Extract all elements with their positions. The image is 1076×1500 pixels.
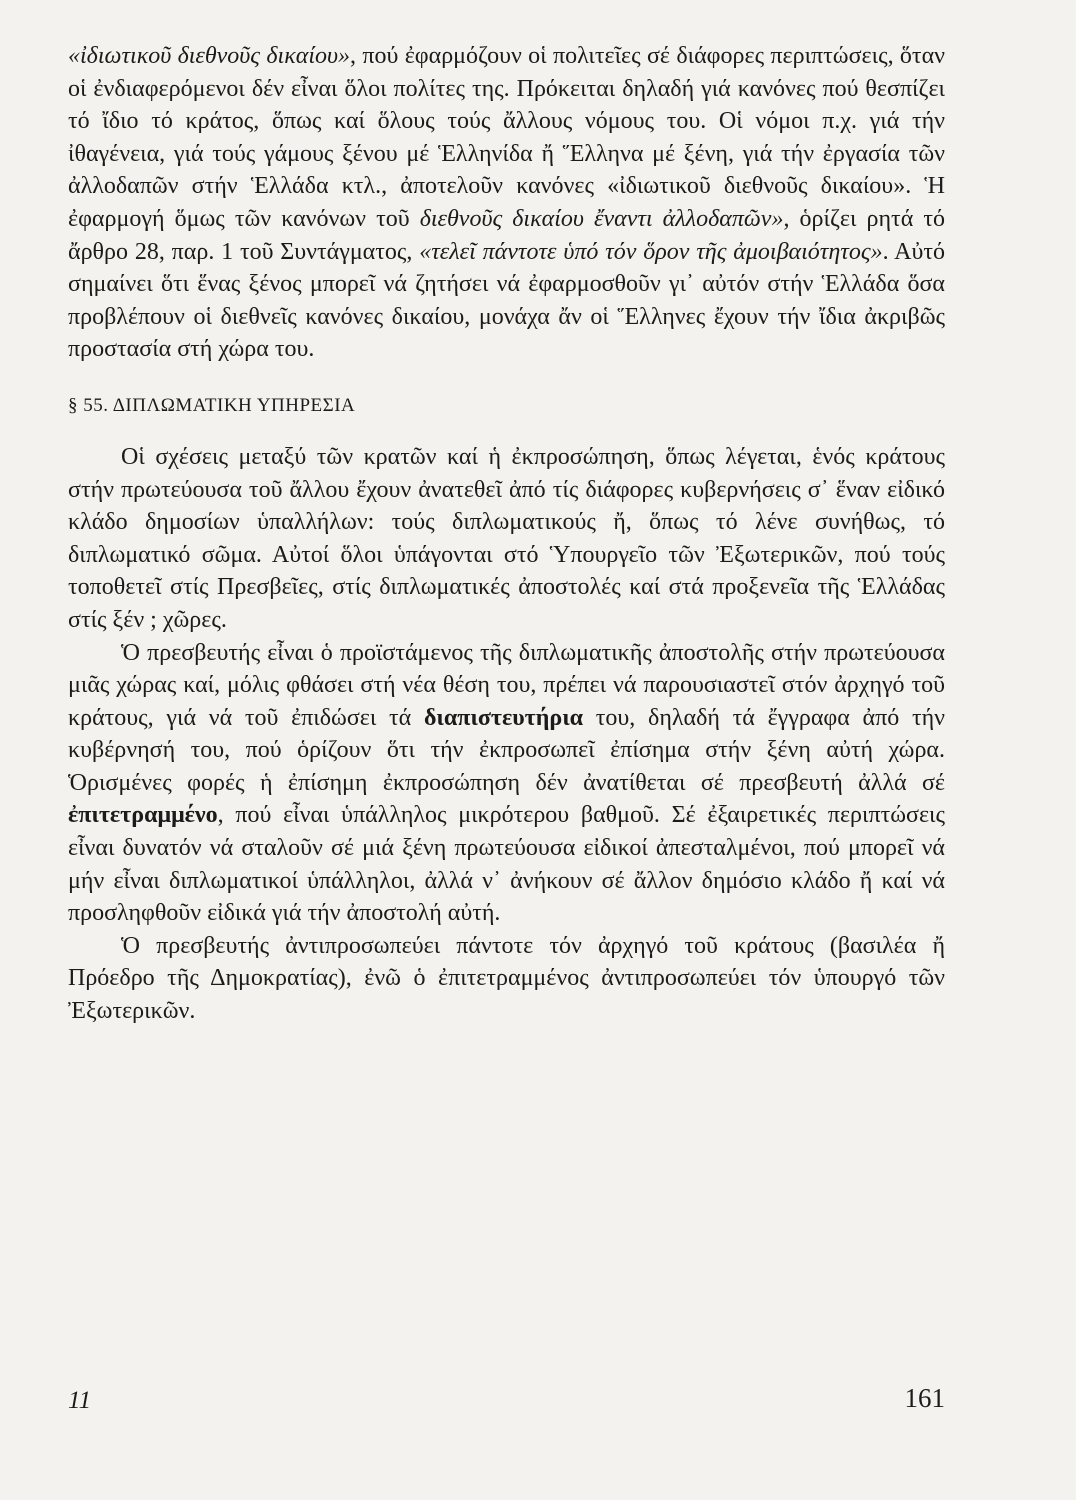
section-heading: § 55. ΔΙΠΛΩΜΑΤΙΚΗ ΥΠΗΡΕΣΙΑ	[68, 394, 356, 416]
section-body	[68, 441, 945, 1028]
p2-text-e: , πού εἶναι ὑπάλληλος μικρότερου βαθμοῦ. Σέ ἐξαιρετικές περιπτώσεις εἶναι δυνατόν νά σταλοῦν σέ μιά ξένη πρωτεύουσα εἰδικοί ἀπεσταλμένοι, πού μπορεῖ νά μήν εἶναι διπλωματικοί ὑπάλληλοι, ἀλλά ν᾿ ἀνήκουν σέ ἄλλον δημόσιο κλάδο ἤ καί νά προσληφθοῦν εἰδικά γιά τήν ἀποστολή αὐτή.	[68, 802, 945, 927]
section-paragraph-2	[68, 637, 945, 930]
intro-italic-2: διεθνοῦς δικαίου ἔναντι ἀλλοδαπῶν»	[419, 205, 784, 232]
signature-mark: 11	[68, 1387, 92, 1414]
intro-text	[68, 40, 945, 366]
page-text	[68, 40, 945, 1028]
intro-italic-3: «τελεῖ πάντοτε ὑπό τόν ὅρον τῆς ἀμοιβαιότητος»	[419, 238, 883, 265]
intro-text-4: , ὁρίζει ρητά τό ἄρθρο 28, παρ. 1 τοῦ Συντάγματος,	[68, 205, 945, 265]
intro-text-2: , πού ἐφαρμόζουν οἱ πολιτεῖες σέ διάφορες περιπτώσεις, ὅταν οἱ ἐνδιαφερόμενοι δέν εἶναι ὅλοι πολίτες της. Πρόκειται δηλαδή γιά κανόνες πού θεσπίζει τό ἴδιο τό κράτος, ὅπως καί ὅλους τούς ἄλλους νόμους του. Οἱ νόμοι π.χ. γιά τήν ἰθαγένεια, γιά τούς γάμους ξένου μέ Ἑλληνίδα ἤ Ἕλληνα μέ ξένη, γιά τήν ἐργασία τῶν ἀλλοδαπῶν στήν Ἑλλάδα κτλ., ἀποτελοῦν κανόνες «ἰδιωτικοῦ διεθνοῦς δικαίου». Ἡ ἐφαρμογή ὅμως τῶν κανόνων τοῦ	[68, 43, 945, 232]
p2-text-c: του, δηλαδή τά ἔγγραφα ἀπό τήν κυβέρνησή του, πού ὁρίζουν ὅτι τήν ἐκπροσωπεῖ ἐπίσημα στήν ξένη αὐτή χώρα. Ὁρισμένες φορές ἡ ἐπίσημη ἐκπροσώπηση δέν ἀνατίθεται σέ πρεσβευτή ἀλλά σέ	[68, 704, 945, 796]
intro-italic-1: «ἰδιωτικοῦ διεθνοῦς δικαίου»	[68, 43, 351, 69]
bold-term-epitetrammenos: ἐπιτετραμμένο	[68, 802, 218, 829]
bold-term-diapisteftiria: διαπιστευτήρια	[423, 704, 584, 731]
section-paragraph-3: Ὁ πρεσβευτής ἀντιπροσωπεύει πάντοτε τόν ἀρχηγό τοῦ κράτους (βασιλέα ἤ Πρόεδρο τῆς Δημοκρατίας), ἐνῶ ὁ ἐπιτετραμμένος ἀντιπροσωπεύει τόν ὑπουργό τῶν Ἐξωτερικῶν.	[68, 932, 945, 1025]
p2-text-a: Ὁ πρεσβευτής εἶναι ὁ προϊστάμενος τῆς διπλωματικῆς ἀποστολῆς στήν πρωτεύουσα μιᾶς χώρας καί, μόλις φθάσει στή νέα θέση του, πρέπει νά παρουσιαστεῖ στόν ἀρχηγό τοῦ κράτους, γιά νά τοῦ ἐπιδώσει τά	[68, 639, 945, 731]
intro-text-6: . Αὐτό σημαίνει ὅτι ἕνας ξένος μπορεῖ νά ζητήσει νά ἐφαρμοσθοῦν γι᾿ αὐτόν στήν Ἑλλάδα ὅσα προβλέπουν οἱ διεθνεῖς κανόνες δικαίου, μονάχα ἄν οἱ Ἕλληνες ἔχουν τήν ἴδια ἀκριβῶς προστασία στή χώρα του.	[68, 238, 945, 363]
intro-paragraph	[68, 40, 945, 366]
section-paragraph-1: Οἱ σχέσεις μεταξύ τῶν κρατῶν καί ἡ ἐκπροσώπηση, ὅπως λέγεται, ἑνός κράτους στήν πρωτεύουσα τοῦ ἄλλου ἔχουν ἀνατεθεῖ ἀπό τίς διάφορες κυβερνήσεις σ᾿ ἕναν εἰδικό κλάδο δημοσίων ὑπαλλήλων: τούς διπλωματικούς ἤ, ὅπως τό λένε συνήθως, τό διπλωματικό σῶμα. Αὐτοί ὅλοι ὑπάγονται στό Ὑπουργεῖο τῶν Ἐξωτερικῶν, πού τούς τοποθετεῖ στίς Πρεσβεῖες, στίς διπλωματικές ἀποστολές καί στά προξενεῖα τῆς Ἑλλάδας στίς ξέν ; χῶρες.	[68, 443, 945, 633]
page-number: 161	[904, 1383, 945, 1413]
